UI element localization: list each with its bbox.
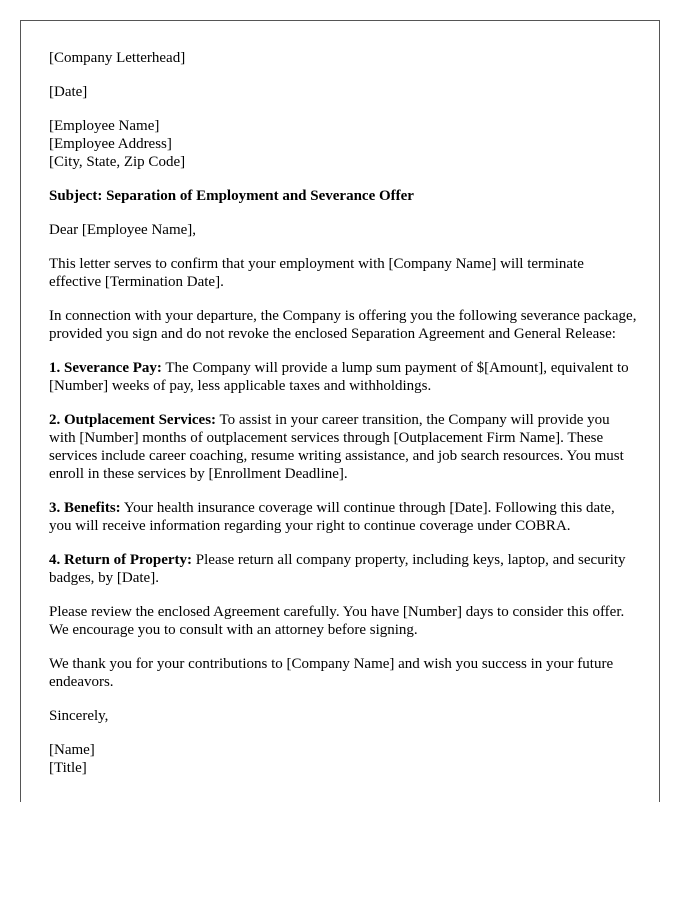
letter-page	[20, 20, 660, 802]
item-label: 3. Benefits:	[49, 500, 121, 516]
signature-name: [Name]	[49, 742, 95, 758]
item-benefits	[49, 499, 639, 535]
closing: Sincerely,	[49, 708, 109, 724]
item-return-of-property	[49, 551, 639, 587]
paragraph-review-agreement: Please review the enclosed Agreement carefully. You have [Number] days to consider this offer. We encourage you to consult with an attorney before signing.	[49, 604, 625, 638]
item-label: 4. Return of Property:	[49, 552, 193, 568]
letter-date: [Date]	[49, 84, 88, 100]
recipient-name: [Employee Name]	[49, 118, 160, 134]
item-severance-pay	[49, 359, 639, 395]
company-letterhead: [Company Letterhead]	[49, 50, 186, 66]
recipient-city-state-zip: [City, State, Zip Code]	[49, 154, 186, 170]
signature-title: [Title]	[49, 760, 87, 776]
item-text: To assist in your career transition, the Company will provide you with [Number] months of outplacement services through [Outplacement Firm Name]. These services include career coaching, resume writing assistance, and job search resources. You must enroll in these services by [Enrollment Deadline].	[49, 412, 624, 482]
paragraph-severance-intro: In connection with your departure, the Company is offering you the following severance package, provided you sign and do not revoke the enclosed Separation Agreement and General Release:	[49, 308, 637, 342]
item-label: 2. Outplacement Services:	[49, 412, 217, 428]
recipient-address: [Employee Address]	[49, 136, 172, 152]
paragraph-thanks: We thank you for your contributions to [Company Name] and wish you success in your future endeavors.	[49, 656, 614, 690]
recipient-block	[49, 117, 639, 171]
subject-line: Subject: Separation of Employment and Severance Offer	[49, 188, 414, 204]
salutation: Dear [Employee Name],	[49, 222, 197, 238]
item-label: 1. Severance Pay:	[49, 360, 162, 376]
item-text: The Company will provide a lump sum payment of $[Amount], equivalent to [Number] weeks of pay, less applicable taxes and withholdings.	[49, 360, 629, 394]
item-text: Your health insurance coverage will continue through [Date]. Following this date, you will receive information regarding your right to continue coverage under COBRA.	[49, 500, 615, 534]
signature-block	[49, 741, 639, 777]
item-text: Please return all company property, including keys, laptop, and security badges, by [Date].	[49, 552, 626, 586]
letter-body	[49, 49, 639, 793]
item-outplacement-services	[49, 411, 639, 483]
paragraph-termination: This letter serves to confirm that your employment with [Company Name] will terminate effective [Termination Date].	[49, 256, 584, 290]
